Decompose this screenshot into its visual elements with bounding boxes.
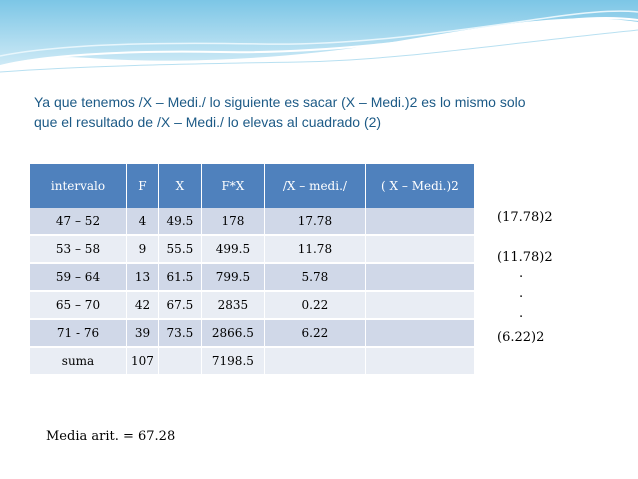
table-row — [30, 319, 474, 347]
cell-x — [158, 347, 201, 375]
frequency-table — [30, 164, 475, 376]
cell-intervalo: 47 – 52 — [30, 208, 127, 235]
squared-value-second: (11.78)2 — [497, 250, 553, 265]
cell-intervalo: 71 - 76 — [30, 319, 127, 347]
cell-x: 61.5 — [158, 263, 201, 291]
header-fx: F*X — [201, 164, 264, 208]
cell-abs-deviation: 0.22 — [264, 291, 365, 319]
cell-squared-deviation — [365, 208, 474, 235]
cell-x: 49.5 — [158, 208, 201, 235]
header-x: X — [158, 164, 201, 208]
cell-squared-deviation — [365, 291, 474, 319]
cell-squared-deviation — [365, 347, 474, 375]
header-intervalo: intervalo — [30, 164, 127, 208]
cell-intervalo: suma — [30, 347, 127, 375]
cell-f: 4 — [127, 208, 159, 235]
cell-intervalo: 59 – 64 — [30, 263, 127, 291]
cell-f: 13 — [127, 263, 159, 291]
squared-value-first: (17.78)2 — [497, 210, 553, 225]
ellipsis-dot: . — [519, 306, 524, 321]
header-abs-deviation: /X – medi./ — [264, 164, 365, 208]
intro-line-1: Ya que tenemos /X – Medi./ lo siguiente es sacar (X – Medi.)2 es lo mismo solo — [34, 94, 526, 110]
cell-squared-deviation — [365, 235, 474, 263]
cell-fx: 7198.5 — [201, 347, 264, 375]
cell-abs-deviation: 11.78 — [264, 235, 365, 263]
cell-f: 9 — [127, 235, 159, 263]
table-row — [30, 208, 474, 235]
cell-f: 42 — [127, 291, 159, 319]
cell-intervalo: 65 – 70 — [30, 291, 127, 319]
header-f: F — [127, 164, 159, 208]
cell-fx: 799.5 — [201, 263, 264, 291]
intro-line-2: que el resultado de /X – Medi./ lo elevas al cuadrado (2) — [34, 114, 382, 130]
cell-x: 67.5 — [158, 291, 201, 319]
cell-fx: 2835 — [201, 291, 264, 319]
cell-x: 73.5 — [158, 319, 201, 347]
arithmetic-mean: Media arit. = 67.28 — [46, 429, 176, 444]
cell-f: 107 — [127, 347, 159, 375]
table-row — [30, 263, 474, 291]
cell-abs-deviation: 17.78 — [264, 208, 365, 235]
cell-fx: 499.5 — [201, 235, 264, 263]
header-squared-deviation: ( X – Medi.)2 — [365, 164, 474, 208]
table-row — [30, 235, 474, 263]
cell-fx: 2866.5 — [201, 319, 264, 347]
cell-f: 39 — [127, 319, 159, 347]
table-row-total — [30, 347, 474, 375]
table-row — [30, 291, 474, 319]
table-header-row — [30, 164, 474, 208]
intro-text — [34, 92, 624, 132]
cell-squared-deviation — [365, 319, 474, 347]
ellipsis-dot: . — [519, 286, 524, 301]
header-wave-decoration — [0, 0, 638, 80]
cell-squared-deviation — [365, 263, 474, 291]
cell-intervalo: 53 – 58 — [30, 235, 127, 263]
cell-x: 55.5 — [158, 235, 201, 263]
cell-abs-deviation: 5.78 — [264, 263, 365, 291]
squared-value-last: (6.22)2 — [497, 330, 545, 345]
cell-abs-deviation: 6.22 — [264, 319, 365, 347]
ellipsis-dot: . — [519, 266, 524, 281]
cell-abs-deviation — [264, 347, 365, 375]
cell-fx: 178 — [201, 208, 264, 235]
